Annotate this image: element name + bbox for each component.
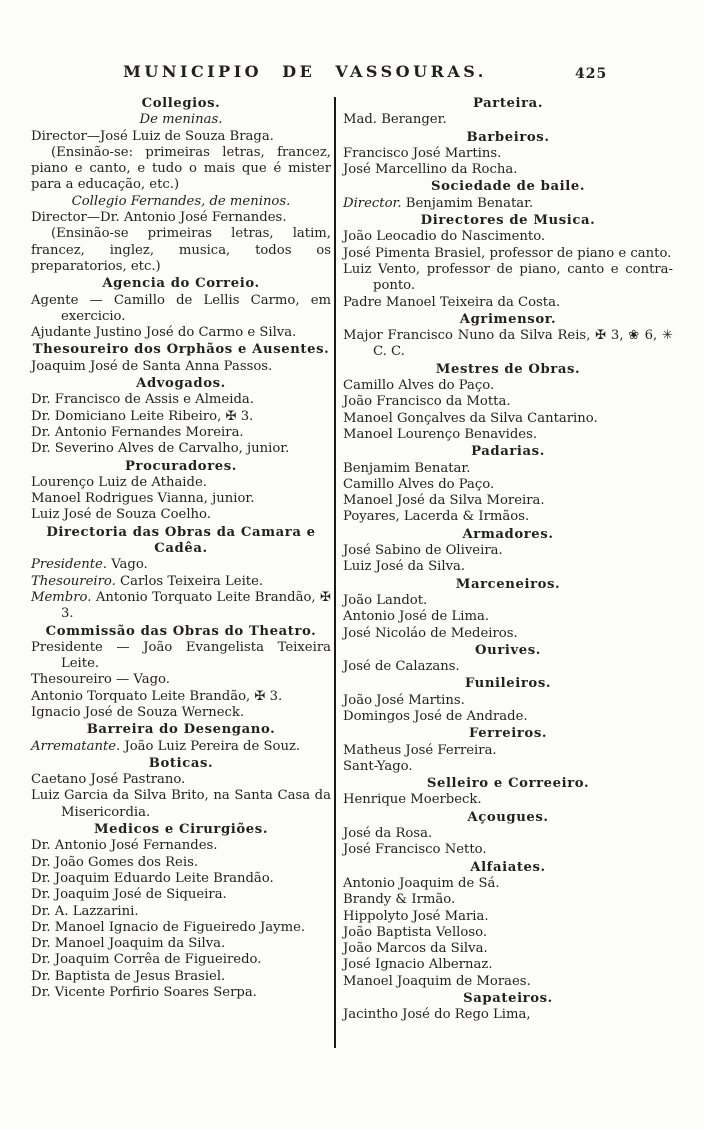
entry: Agente — Camillo de Lellis Carmo, em exercicio. [31, 292, 331, 324]
section-heading: Procuradores. [125, 458, 237, 474]
entry: Luiz José da Silva. [343, 559, 466, 575]
section-heading: Mestres de Obras. [435, 361, 581, 377]
entry-role-label: Presidente. [31, 557, 108, 573]
entry: Joaquim José de Santa Anna Passos. [31, 358, 273, 374]
entry: Padre Manoel Teixeira da Costa. [343, 294, 561, 310]
entry: Dr. Francisco de Assis e Almeida. [31, 392, 254, 408]
section-heading: Padarias. [471, 444, 545, 460]
section-heading: Barbeiros. [466, 129, 550, 145]
entry: Dr. Vicente Porfirio Soares Serpa. [31, 985, 257, 1001]
entry: Dr. Antonio José Fernandes. [31, 838, 218, 854]
entry: (Ensinão-se primeiras letras, latim, francez, inglez, musica, todos os preparatorios, etc.) [31, 226, 331, 274]
section-heading: Armadores. [462, 526, 554, 542]
subheading: Collegio Fernandes, de meninos. [71, 193, 291, 209]
entry: Dr. Joaquim Eduardo Leite Brandão. [31, 870, 274, 886]
section-heading: Açougues. [467, 809, 549, 825]
entry: João Baptista Velloso. [343, 924, 488, 940]
entry: Sant-Yago. [343, 758, 413, 774]
entry: Presidente — João Evangelista Teixeira Leite. [31, 639, 331, 672]
entry: Manoel Joaquim de Moraes. [343, 973, 531, 989]
entry-role-label: Director. [343, 195, 402, 211]
entry: Ignacio José de Souza Werneck. [31, 704, 245, 720]
entry-role-label: Membro. [31, 589, 92, 605]
section-heading: Agencia do Correio. [102, 276, 260, 292]
entry: Luiz Vento, professor de piano, canto e contra-ponto. [343, 261, 673, 294]
page-title: MUNICIPIO DE VASSOURAS. [123, 62, 487, 81]
entry: Dr. Domiciano Leite Ribeiro, ✠ 3. [31, 408, 254, 424]
entry: Henrique Moerbeck. [343, 792, 482, 808]
entry: Dr. Baptista de Jesus Brasiel. [31, 968, 226, 984]
entry: José Ignacio Albernaz. [343, 957, 493, 973]
section-heading: Commissão das Obras do Theatro. [45, 623, 317, 639]
entry: Francisco José Martins. [343, 145, 502, 161]
entry: José Marcellino da Rocha. [343, 162, 518, 178]
entry: Director. Benjamim Benatar. [343, 195, 534, 211]
right-column [343, 95, 673, 1024]
entry: Poyares, Lacerda & Irmãos. [343, 509, 530, 525]
entry: Dr. João Gomes dos Reis. [31, 854, 199, 870]
entry: João Marcos da Silva. [343, 941, 488, 957]
section-heading: Alfaiates. [470, 859, 546, 875]
section-heading: Funileiros. [464, 676, 552, 692]
section-heading: Parteira. [472, 96, 544, 111]
entry: João Leocadio do Nascimento. [343, 229, 546, 245]
left-column [31, 95, 331, 1001]
section-heading: Directoria das Obras da Camara e Cadêa. [46, 524, 316, 557]
entry: Dr. Joaquim José de Siqueira. [31, 887, 227, 903]
section-heading: Collegios. [141, 96, 221, 111]
entry: Dr. Manoel Ignacio de Figueiredo Jayme. [31, 919, 306, 935]
section-heading: Directores de Musica. [420, 213, 596, 229]
entry: Major Francisco Nuno da Silva Reis, ✠ 3, ❀ 6, ✳ C. C. [343, 328, 673, 360]
section-heading: Medicos e Cirurgiões. [93, 822, 269, 838]
entry: Antonio José de Lima. [343, 609, 490, 625]
entry: Luiz Garcia da Silva Brito, na Santa Casa da Misericordia. [31, 788, 331, 820]
entry: Thesoureiro. Carlos Teixeira Leite. [31, 573, 264, 589]
entry: Lourenço Luiz de Athaide. [31, 474, 207, 490]
entry: Manoel Rodrigues Vianna, junior. [31, 491, 255, 507]
entry: Arrematante. João Luiz Pereira de Souz. [31, 738, 301, 754]
section-heading: Advogados. [136, 376, 226, 392]
entry: Manoel Lourenço Benavides. [343, 426, 538, 442]
entry: José da Rosa. [343, 826, 433, 842]
entry: Thesoureiro — Vago. [31, 672, 170, 688]
entry: Matheus José Ferreira. [343, 742, 497, 758]
section-heading: Selleiro e Correeiro. [426, 776, 590, 792]
entry: Ajudante Justino José do Carmo e Silva. [31, 325, 297, 341]
entry: José de Calazans. [343, 659, 460, 675]
section-heading: Boticas. [148, 755, 214, 771]
entry: Director—Dr. Antonio José Fernandes. [31, 210, 287, 226]
entry: Camillo Alves do Paço. [343, 476, 495, 492]
entry: Director—José Luiz de Souza Braga. [31, 128, 274, 144]
section-heading: Ferreiros. [468, 726, 548, 742]
entry: Membro. Antonio Torquato Leite Brandão, ✠ 3. [31, 589, 331, 622]
entry: Dr. Severino Alves de Carvalho, junior. [31, 441, 290, 457]
entry: Luiz José de Souza Coelho. [31, 507, 211, 523]
entry: João Francisco da Motta. [343, 394, 511, 410]
entry: Presidente. Vago. [31, 557, 148, 573]
entry: Hippolyto José Maria. [343, 908, 489, 924]
entry: Dr. A. Lazzarini. [31, 903, 139, 919]
entry: Brandy & Irmão. [343, 892, 456, 908]
section-heading: Ourives. [475, 642, 541, 658]
entry: Antonio Torquato Leite Brandão, ✠ 3. [31, 688, 283, 704]
entry: (Ensinão-se: primeiras letras, francez, piano e canto, e tudo o mais que é mister para a educação, etc.) [31, 144, 331, 193]
subheading: De meninas. [139, 112, 223, 128]
entry: Manoel Gonçalves da Silva Cantarino. [343, 410, 598, 426]
entry: João Landot. [343, 592, 428, 608]
section-heading: Sociedade de baile. [430, 179, 586, 195]
entry: Manoel José da Silva Moreira. [343, 493, 545, 509]
entry: Jacintho José do Rego Lima, [343, 1007, 531, 1023]
section-heading: Agrimensor. [459, 311, 557, 327]
page-number: 425 [575, 66, 608, 82]
entry: João José Martins. [343, 692, 465, 708]
section-heading: Barreira do Desengano. [86, 722, 276, 738]
entry: Camillo Alves do Paço. [343, 378, 495, 394]
section-heading: Marceneiros. [455, 576, 561, 592]
entry: Domingos José de Andrade. [343, 708, 528, 724]
column-divider [334, 97, 336, 1048]
entry: Antonio Joaquim de Sá. [343, 875, 500, 891]
entry: José Nicoláo de Medeiros. [343, 625, 518, 641]
entry: Dr. Antonio Fernandes Moreira. [31, 424, 244, 440]
entry: José Sabino de Oliveira. [343, 543, 503, 559]
entry: Dr. Joaquim Corrêa de Figueiredo. [31, 952, 262, 968]
section-heading: Sapateiros. [463, 991, 553, 1007]
entry: Dr. Manoel Joaquim da Silva. [31, 936, 226, 952]
entry: Caetano José Pastrano. [31, 772, 186, 788]
entry: José Francisco Netto. [343, 842, 487, 858]
entry-role-label: Thesoureiro. [31, 573, 116, 589]
entry-role-label: Arrematante. [31, 738, 121, 754]
section-heading: Thesoureiro dos Orphãos e Ausentes. [32, 342, 330, 358]
entry: Benjamim Benatar. [343, 460, 471, 476]
entry: Mad. Beranger. [343, 112, 447, 128]
entry: José Pimenta Brasiel, professor de piano e canto. [343, 245, 672, 261]
